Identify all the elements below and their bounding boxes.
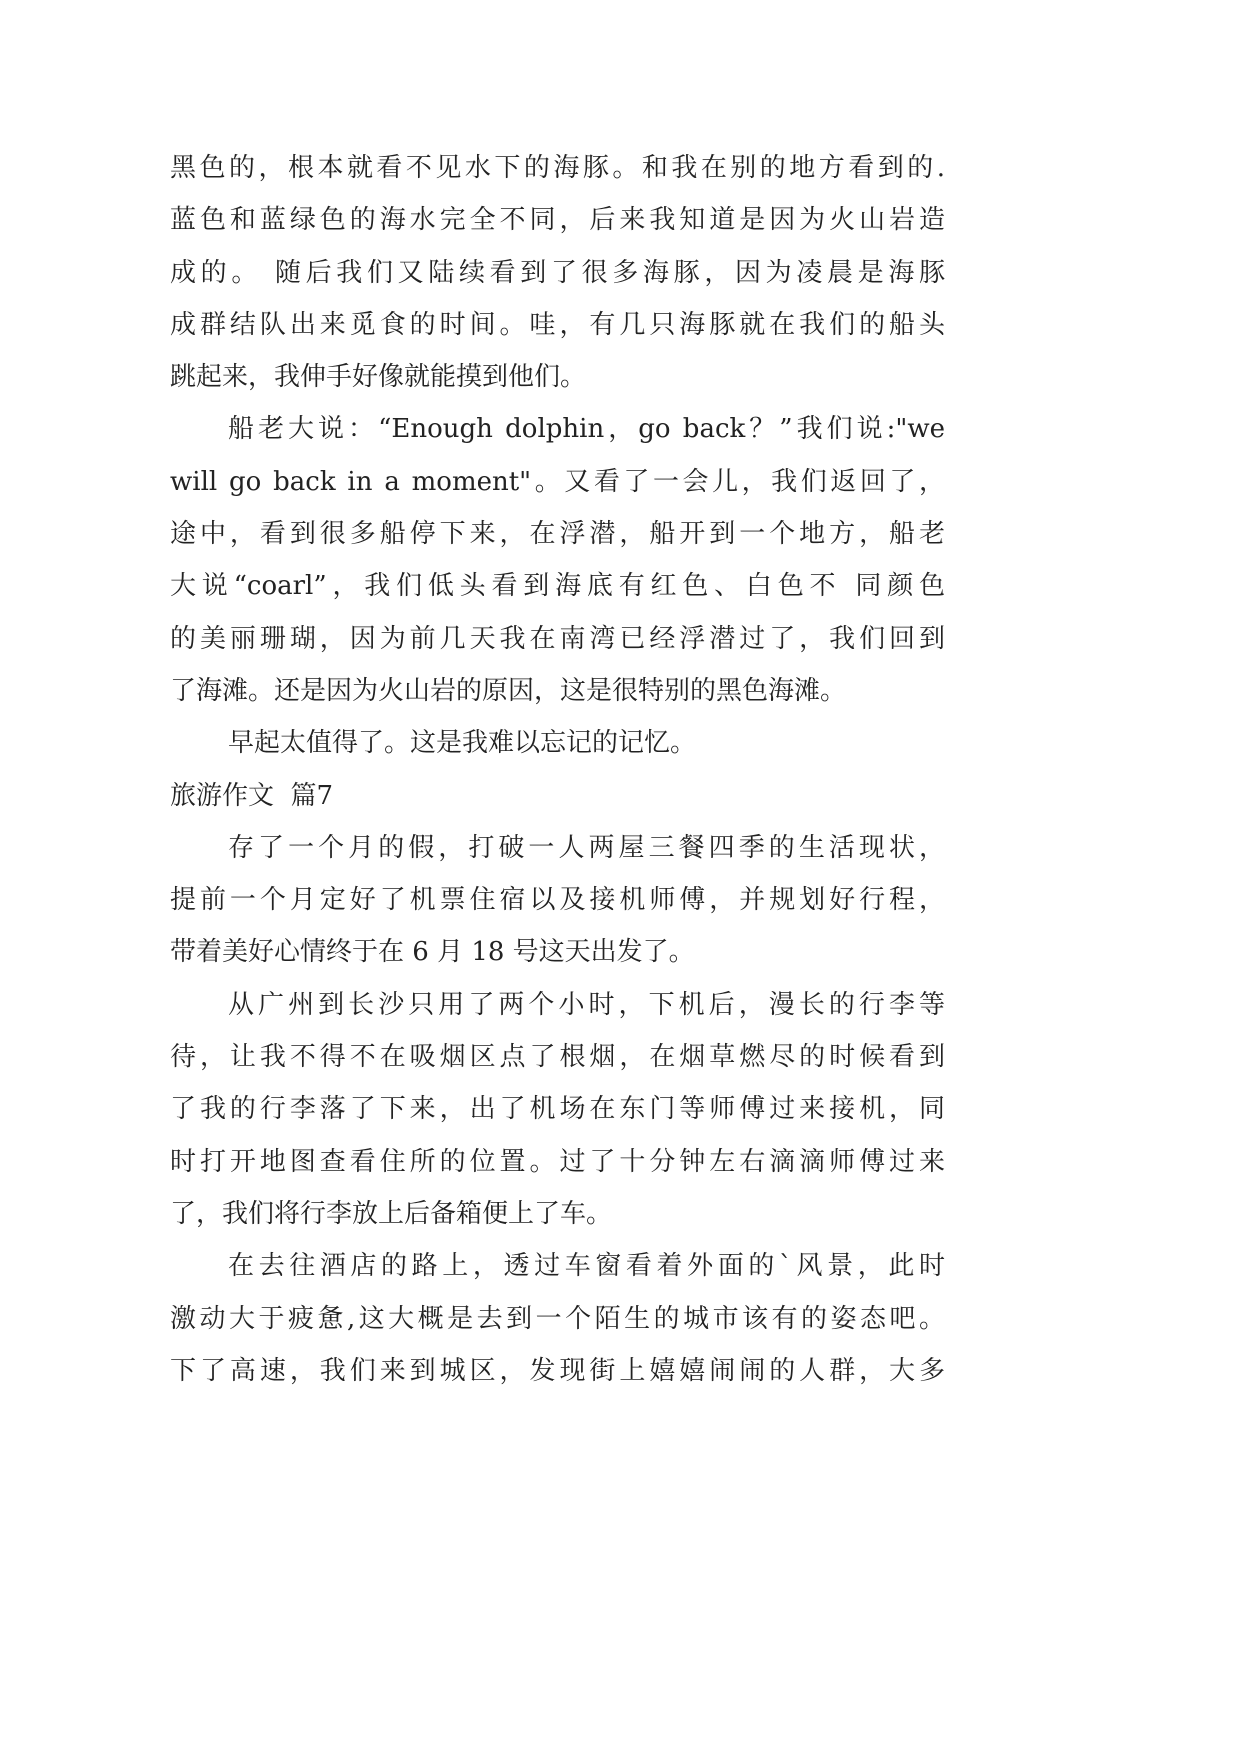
section-heading: 旅游作文 篇7 [170, 780, 334, 811]
text-line: 下了高速，我们来到城区，发现街上嬉嬉闹闹的人群，大多 [170, 1355, 945, 1386]
text-line: 黑色的，根本就看不见水下的海豚。和我在别的地方看到的. [170, 153, 945, 183]
text-line: 待，让我不得不在吸烟区点了根烟，在烟草燃尽的时候看到 [170, 1042, 945, 1073]
text-line: 带着美好心情终于在 6 月 18 号这天出发了。 [170, 937, 695, 968]
text-line: 了海滩。还是因为火山岩的原因，这是很特别的黑色海滩。 [170, 675, 847, 706]
text-line: 从广州到长沙只用了两个小时，下机后，漫长的行李等 [228, 989, 945, 1020]
text-line: 了我的行李落了下来，出了机场在东门等师傅过来接机，同 [170, 1094, 945, 1125]
text-line: 船老大说：“Enough dolphin，go back？”我们说:"we [228, 414, 945, 445]
text-line: 在去往酒店的路上，透过车窗看着外面的`风景，此时 [228, 1251, 945, 1282]
text-line: 蓝色和蓝绿色的海水完全不同，后来我知道是因为火山岩造 [170, 205, 945, 236]
text-line: 的美丽珊瑚，因为前几天我在南湾已经浮潜过了，我们回到 [170, 623, 945, 654]
text-line: 成群结队出来觅食的时间。哇，有几只海豚就在我们的船头 [170, 309, 945, 340]
text-line: 跳起来，我伸手好像就能摸到他们。 [170, 362, 587, 393]
document-body [170, 142, 945, 1397]
text-line: 提前一个月定好了机票住宿以及接机师傅，并规划好行程， [170, 885, 945, 916]
text-line: 存了一个月的假，打破一人两屋三餐四季的生活现状， [228, 832, 945, 863]
text-line: 大说“coarl”，我们低头看到海底有红色、白色不 同颜色 [170, 571, 945, 602]
text-line: 激动大于疲惫,这大概是去到一个陌生的城市该有的姿态吧。 [170, 1303, 945, 1334]
text-line: 早起太值得了。这是我难以忘记的记忆。 [228, 728, 697, 759]
text-line: 途中，看到很多船停下来，在浮潜，船开到一个地方，船老 [170, 519, 945, 550]
text-line: 了，我们将行李放上后备箱便上了车。 [170, 1198, 613, 1229]
text-line: will go back in a moment"。又看了一会儿，我们返回了， [170, 466, 945, 497]
text-line: 时打开地图查看住所的位置。过了十分钟左右滴滴师傅过来 [170, 1146, 945, 1177]
text-line: 成的。 随后我们又陆续看到了很多海豚，因为凌晨是海豚 [170, 257, 945, 288]
